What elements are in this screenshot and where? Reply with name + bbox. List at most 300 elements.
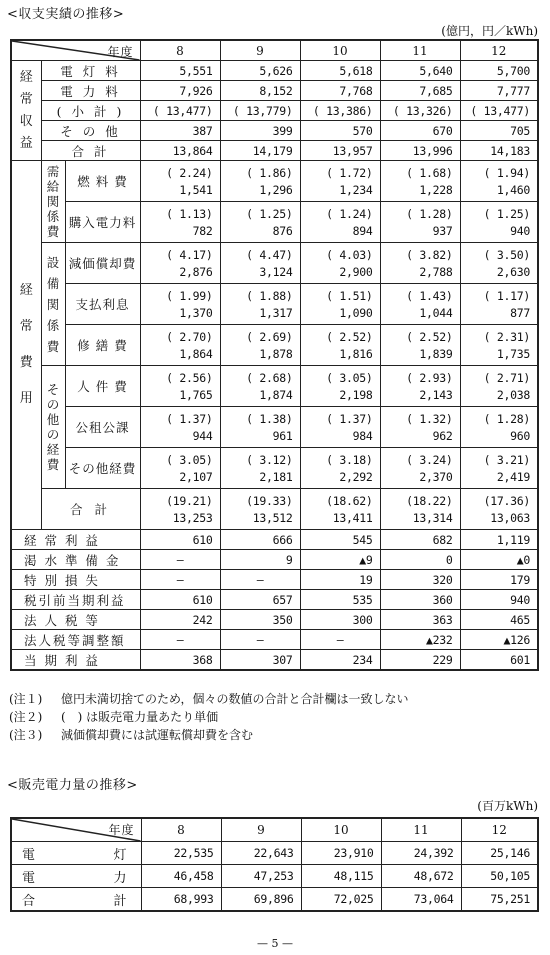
expense-value xyxy=(380,325,460,366)
unit-price: ( 2.69) xyxy=(246,329,293,344)
amount: 984 xyxy=(352,428,373,443)
sales-header-year: 8 xyxy=(141,818,221,842)
note-row xyxy=(9,708,409,726)
sales-label-text xyxy=(12,890,141,909)
sales-section-title: <販売電力量の推移> xyxy=(7,778,138,793)
amount: 2,143 xyxy=(419,387,453,402)
amount: 13,411 xyxy=(332,510,373,525)
unit-price: ( 4.17) xyxy=(166,247,213,262)
amount: 1,874 xyxy=(259,387,293,402)
expense-value xyxy=(460,407,538,448)
expense-row xyxy=(11,325,538,366)
amount: 960 xyxy=(510,428,530,443)
expense-group-label xyxy=(11,161,41,530)
amount: 1,234 xyxy=(339,182,373,197)
unit-price: ( 2.52) xyxy=(406,329,453,344)
amount: 2,292 xyxy=(339,469,373,484)
amount: 1,044 xyxy=(419,305,453,320)
unit-price: ( 3.82) xyxy=(406,247,453,262)
expense-value xyxy=(300,202,380,243)
profit-value: 0 xyxy=(380,550,460,570)
expense-value xyxy=(300,448,380,489)
note-row xyxy=(9,726,409,744)
profit-label: 当 期 利 益 xyxy=(11,650,140,671)
expense-value xyxy=(300,284,380,325)
expense-value xyxy=(140,284,220,325)
profit-row xyxy=(11,630,538,650)
amount: 2,198 xyxy=(339,387,373,402)
profit-value: 368 xyxy=(140,650,220,671)
revenue-value: ( 13,477) xyxy=(140,101,220,121)
expense-value xyxy=(220,448,300,489)
sales-label-b: 灯 xyxy=(113,847,127,863)
income-unit-label: (億円，円／kWh) xyxy=(441,24,538,38)
expense-value xyxy=(380,243,460,284)
amount: 2,630 xyxy=(496,264,530,279)
revenue-value: 13,864 xyxy=(140,141,220,161)
sales-value: 23,910 xyxy=(301,842,381,865)
amount: 876 xyxy=(272,223,293,238)
unit-price: ( 3.05) xyxy=(166,452,213,467)
sales-label-a: 電 xyxy=(22,870,36,886)
profit-value: 307 xyxy=(220,650,300,671)
amount: 1,228 xyxy=(419,182,453,197)
amount: 1,296 xyxy=(259,182,293,197)
amount: 1,090 xyxy=(339,305,373,320)
unit-price: ( 1.99) xyxy=(166,288,213,303)
header-year-label: 年度 xyxy=(107,45,134,59)
expense-value xyxy=(220,325,300,366)
revenue-value: 5,618 xyxy=(300,61,380,81)
profit-value: — xyxy=(220,570,300,590)
profit-value: 657 xyxy=(220,590,300,610)
unit-price: ( 3.50) xyxy=(483,247,530,262)
expense-value xyxy=(220,202,300,243)
expense-label: 修 繕 費 xyxy=(65,325,140,366)
unit-price: ( 1.51) xyxy=(326,288,373,303)
expense-value xyxy=(460,161,538,202)
sales-label-b: 計 xyxy=(113,893,127,909)
income-expense-table xyxy=(10,39,539,671)
expense-value xyxy=(460,448,538,489)
unit-price: ( 1.88) xyxy=(246,288,293,303)
sales-value: 22,535 xyxy=(141,842,221,865)
profit-label: 特 別 損 失 xyxy=(11,570,140,590)
sales-label-a: 電 xyxy=(22,847,36,863)
unit-price: (18.62) xyxy=(326,493,373,508)
income-section-title: <収支実績の推移> xyxy=(7,7,125,22)
expense-row xyxy=(11,284,538,325)
unit-price: ( 2.71) xyxy=(483,370,530,385)
expense-row xyxy=(11,202,538,243)
unit-price: ( 3.12) xyxy=(246,452,293,467)
sales-value: 48,672 xyxy=(381,865,461,888)
unit-price: ( 2.68) xyxy=(246,370,293,385)
unit-price: ( 2.70) xyxy=(166,329,213,344)
amount: 2,419 xyxy=(496,469,530,484)
unit-price: ( 1.24) xyxy=(326,206,373,221)
profit-row xyxy=(11,530,538,550)
expense-row xyxy=(11,366,538,407)
unit-price: ( 3.24) xyxy=(406,452,453,467)
profit-value: 350 xyxy=(220,610,300,630)
amount: 1,878 xyxy=(259,346,293,361)
profit-value: 179 xyxy=(460,570,538,590)
sales-volume-table xyxy=(10,817,539,912)
expense-subgroup-label xyxy=(41,161,65,243)
sales-label-text xyxy=(12,844,141,863)
revenue-label: 電 力 料 xyxy=(41,81,140,101)
expense-row xyxy=(11,161,538,202)
revenue-value: 7,685 xyxy=(380,81,460,101)
revenue-value: 670 xyxy=(380,121,460,141)
unit-price: ( 2.52) xyxy=(326,329,373,344)
revenue-value: 705 xyxy=(460,121,538,141)
expense-label: 人 件 費 xyxy=(65,366,140,407)
unit-price: ( 1.25) xyxy=(246,206,293,221)
unit-price: ( 1.37) xyxy=(166,411,213,426)
unit-price: ( 1.72) xyxy=(326,165,373,180)
unit-price: ( 4.03) xyxy=(326,247,373,262)
profit-row xyxy=(11,570,538,590)
sales-value: 68,993 xyxy=(141,888,221,912)
profit-value: — xyxy=(140,570,220,590)
expense-total-value xyxy=(300,489,380,530)
expense-value xyxy=(460,325,538,366)
sales-value: 69,896 xyxy=(221,888,301,912)
note-key: (注２) xyxy=(9,710,43,724)
header-year: 9 xyxy=(220,40,300,61)
amount: 940 xyxy=(510,223,530,238)
expense-row xyxy=(11,407,538,448)
sales-value: 73,064 xyxy=(381,888,461,912)
expense-total-value xyxy=(380,489,460,530)
expense-total-label: 合 計 xyxy=(41,489,140,530)
revenue-value: ( 13,326) xyxy=(380,101,460,121)
profit-value: 682 xyxy=(380,530,460,550)
sales-row xyxy=(11,865,538,888)
header-row xyxy=(11,40,538,61)
sales-value: 46,458 xyxy=(141,865,221,888)
amount: 1,864 xyxy=(179,346,213,361)
profit-value: — xyxy=(300,630,380,650)
amount: 1,765 xyxy=(179,387,213,402)
expense-value xyxy=(300,366,380,407)
profit-value: 940 xyxy=(460,590,538,610)
note-text: ( ) は販売電力量あたり単価 xyxy=(61,710,219,724)
profit-value: 610 xyxy=(140,530,220,550)
amount: 877 xyxy=(510,305,530,320)
profit-value: — xyxy=(140,630,220,650)
unit-price: ( 1.38) xyxy=(246,411,293,426)
page-number: — 5 — xyxy=(257,937,293,950)
profit-value: 1,119 xyxy=(460,530,538,550)
profit-row xyxy=(11,590,538,610)
amount: 2,788 xyxy=(419,264,453,279)
header-year: 8 xyxy=(140,40,220,61)
revenue-group-text: 経 常 収 益 xyxy=(19,69,33,151)
revenue-value: ( 13,779) xyxy=(220,101,300,121)
profit-value: 320 xyxy=(380,570,460,590)
amount: 2,900 xyxy=(339,264,373,279)
profit-value: 666 xyxy=(220,530,300,550)
sales-value: 48,115 xyxy=(301,865,381,888)
revenue-row xyxy=(11,101,538,121)
amount: 961 xyxy=(272,428,293,443)
profit-row xyxy=(11,650,538,671)
unit-price: (18.22) xyxy=(406,493,453,508)
revenue-value: 7,777 xyxy=(460,81,538,101)
profit-value: ▲232 xyxy=(380,630,460,650)
amount: 1,317 xyxy=(259,305,293,320)
revenue-value: 5,551 xyxy=(140,61,220,81)
expense-subgroup-label xyxy=(41,243,65,366)
unit-price: ( 4.47) xyxy=(246,247,293,262)
profit-value: 360 xyxy=(380,590,460,610)
profit-value: 234 xyxy=(300,650,380,671)
expense-value xyxy=(380,284,460,325)
expense-subgroup-text: そ の 他 の 経 費 xyxy=(46,382,60,472)
expense-value xyxy=(460,366,538,407)
amount: 2,107 xyxy=(179,469,213,484)
unit-price: ( 2.31) xyxy=(483,329,530,344)
notes-block xyxy=(9,690,409,744)
note-text: 減価償却費には試運転償却費を含む xyxy=(61,728,254,742)
revenue-value: 5,626 xyxy=(220,61,300,81)
expense-subgroup-label xyxy=(41,366,65,489)
note-text: 億円未満切捨てのため，個々の数値の合計と合計欄は一致しない xyxy=(61,692,409,706)
unit-price: ( 1.25) xyxy=(483,206,530,221)
expense-total-value xyxy=(460,489,538,530)
sales-value: 25,146 xyxy=(461,842,538,865)
unit-price: ( 3.18) xyxy=(326,452,373,467)
amount: 1,370 xyxy=(179,305,213,320)
sales-header-cell xyxy=(11,818,141,842)
sales-header-row xyxy=(11,818,538,842)
profit-value: 535 xyxy=(300,590,380,610)
unit-price: ( 2.24) xyxy=(166,165,213,180)
expense-value xyxy=(220,407,300,448)
expense-value xyxy=(140,366,220,407)
revenue-value: ( 13,477) xyxy=(460,101,538,121)
unit-price: ( 1.17) xyxy=(483,288,530,303)
unit-price: ( 3.21) xyxy=(483,452,530,467)
revenue-value: ( 13,386) xyxy=(300,101,380,121)
profit-value: — xyxy=(220,630,300,650)
note-key: (注３) xyxy=(9,728,43,742)
profit-value: 300 xyxy=(300,610,380,630)
profit-value: 545 xyxy=(300,530,380,550)
sales-row xyxy=(11,888,538,912)
sales-label-text xyxy=(12,867,141,886)
expense-group-text: 経 常 費 用 xyxy=(19,283,33,406)
sales-unit-label: (百万kWh) xyxy=(477,799,538,813)
sales-label xyxy=(11,888,141,912)
amount: 1,541 xyxy=(179,182,213,197)
header-year: 11 xyxy=(380,40,460,61)
expense-subgroup-text: 設 備 関 係 費 xyxy=(46,254,60,354)
profit-value: 601 xyxy=(460,650,538,671)
unit-price: (19.21) xyxy=(166,493,213,508)
revenue-value: 13,957 xyxy=(300,141,380,161)
amount: 2,876 xyxy=(179,264,213,279)
unit-price: ( 1.13) xyxy=(166,206,213,221)
expense-row xyxy=(11,448,538,489)
profit-label: 法 人 税 等 xyxy=(11,610,140,630)
profit-value: 229 xyxy=(380,650,460,671)
revenue-group-label xyxy=(11,61,41,161)
revenue-value: 7,768 xyxy=(300,81,380,101)
unit-price: ( 1.94) xyxy=(483,165,530,180)
revenue-row xyxy=(11,81,538,101)
amount: 944 xyxy=(192,428,213,443)
amount: 13,512 xyxy=(252,510,293,525)
amount: 3,124 xyxy=(259,264,293,279)
revenue-value: 13,996 xyxy=(380,141,460,161)
expense-value xyxy=(460,202,538,243)
revenue-label: 合 計 xyxy=(41,141,140,161)
profit-value: 363 xyxy=(380,610,460,630)
expense-total-row xyxy=(11,489,538,530)
expense-value xyxy=(140,407,220,448)
header-fiscal-year-cell xyxy=(11,40,140,61)
expense-value xyxy=(220,161,300,202)
expense-label: 支払利息 xyxy=(65,284,140,325)
revenue-label: そ の 他 xyxy=(41,121,140,141)
revenue-label: 電 灯 料 xyxy=(41,61,140,81)
revenue-value: 7,926 xyxy=(140,81,220,101)
revenue-value: 5,700 xyxy=(460,61,538,81)
profit-label: 税引前当期利益 xyxy=(11,590,140,610)
expense-label: 購入電力料 xyxy=(65,202,140,243)
profit-row xyxy=(11,550,538,570)
expense-value xyxy=(220,243,300,284)
sales-label xyxy=(11,865,141,888)
unit-price: ( 1.68) xyxy=(406,165,453,180)
revenue-value: 387 xyxy=(140,121,220,141)
header-year: 12 xyxy=(460,40,538,61)
sales-value: 22,643 xyxy=(221,842,301,865)
unit-price: ( 2.56) xyxy=(166,370,213,385)
revenue-row xyxy=(11,121,538,141)
profit-value: 610 xyxy=(140,590,220,610)
unit-price: ( 1.32) xyxy=(406,411,453,426)
note-key: (注１) xyxy=(9,692,43,706)
amount: 2,181 xyxy=(259,469,293,484)
expense-value xyxy=(380,407,460,448)
expense-total-value xyxy=(140,489,220,530)
amount: 962 xyxy=(432,428,453,443)
expense-value xyxy=(220,366,300,407)
sales-value: 72,025 xyxy=(301,888,381,912)
amount: 1,839 xyxy=(419,346,453,361)
unit-price: ( 1.86) xyxy=(246,165,293,180)
amount: 782 xyxy=(192,223,213,238)
unit-price: (19.33) xyxy=(246,493,293,508)
expense-label: 燃 料 費 xyxy=(65,161,140,202)
revenue-value: 14,179 xyxy=(220,141,300,161)
sales-value: 24,392 xyxy=(381,842,461,865)
expense-label: 公租公課 xyxy=(65,407,140,448)
unit-price: ( 1.43) xyxy=(406,288,453,303)
expense-label: その他経費 xyxy=(65,448,140,489)
amount: 13,063 xyxy=(490,510,530,525)
amount: 2,370 xyxy=(419,469,453,484)
revenue-row xyxy=(11,61,538,81)
unit-price: ( 1.28) xyxy=(406,206,453,221)
revenue-label: ( 小 計 ) xyxy=(41,101,140,121)
expense-total-value xyxy=(220,489,300,530)
expense-value xyxy=(380,161,460,202)
revenue-row xyxy=(11,141,538,161)
expense-value xyxy=(460,243,538,284)
revenue-value: 570 xyxy=(300,121,380,141)
revenue-value: 8,152 xyxy=(220,81,300,101)
unit-price: ( 1.28) xyxy=(483,411,530,426)
profit-value: 242 xyxy=(140,610,220,630)
sales-value: 75,251 xyxy=(461,888,538,912)
profit-label: 経 常 利 益 xyxy=(11,530,140,550)
expense-subgroup-text: 需 給 関 係 費 xyxy=(46,164,60,239)
amount: 1,735 xyxy=(496,346,530,361)
sales-header-year: 9 xyxy=(221,818,301,842)
sales-header-year: 11 xyxy=(381,818,461,842)
expense-value xyxy=(380,366,460,407)
sales-header-year-label: 年度 xyxy=(108,823,135,837)
amount: 2,038 xyxy=(496,387,530,402)
expense-value xyxy=(460,284,538,325)
amount: 894 xyxy=(352,223,373,238)
header-year: 10 xyxy=(300,40,380,61)
expense-value xyxy=(300,161,380,202)
profit-value: 465 xyxy=(460,610,538,630)
sales-header-year: 10 xyxy=(301,818,381,842)
sales-header-year: 12 xyxy=(461,818,538,842)
revenue-value: 399 xyxy=(220,121,300,141)
amount: 13,314 xyxy=(412,510,453,525)
amount: 1,816 xyxy=(339,346,373,361)
profit-value: ▲0 xyxy=(460,550,538,570)
expense-value xyxy=(300,325,380,366)
profit-label: 渇 水 準 備 金 xyxy=(11,550,140,570)
expense-value xyxy=(140,448,220,489)
sales-label-a: 合 xyxy=(22,893,36,909)
expense-value xyxy=(140,325,220,366)
profit-value: 9 xyxy=(220,550,300,570)
amount: 1,460 xyxy=(496,182,530,197)
expense-value xyxy=(140,202,220,243)
expense-value xyxy=(380,202,460,243)
amount: 13,253 xyxy=(172,510,213,525)
unit-price: ( 2.93) xyxy=(406,370,453,385)
note-row xyxy=(9,690,409,708)
sales-value: 47,253 xyxy=(221,865,301,888)
profit-value: ▲9 xyxy=(300,550,380,570)
profit-row xyxy=(11,610,538,630)
unit-price: ( 1.37) xyxy=(326,411,373,426)
expense-label: 減価償却費 xyxy=(65,243,140,284)
expense-value xyxy=(300,243,380,284)
expense-value xyxy=(300,407,380,448)
expense-value xyxy=(140,243,220,284)
expense-value xyxy=(220,284,300,325)
amount: 937 xyxy=(432,223,453,238)
expense-value xyxy=(140,161,220,202)
sales-label-b: 力 xyxy=(113,870,127,886)
profit-value: 19 xyxy=(300,570,380,590)
unit-price: (17.36) xyxy=(483,493,530,508)
revenue-value: 14,183 xyxy=(460,141,538,161)
